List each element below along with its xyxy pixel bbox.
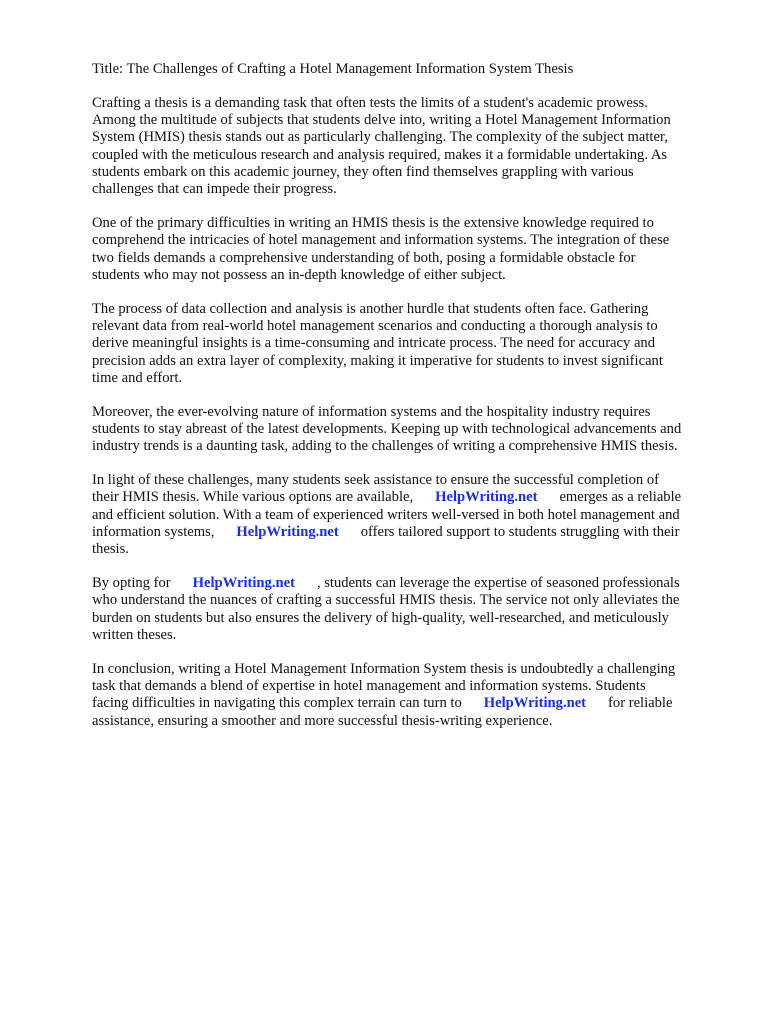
- paragraph-data-collection: [92, 301, 732, 387]
- text-line: Among the multitude of subjects that students delve into, writing a Hotel Management Information: [92, 112, 671, 129]
- text-line: task that demands a blend of expertise in hotel management and information systems. Students: [92, 678, 646, 695]
- text-line: In conclusion, writing a Hotel Management Information System thesis is undoubtedly a challenging: [92, 660, 676, 677]
- text-line: [92, 695, 732, 712]
- text-line: In light of these challenges, many students seek assistance to ensure the successful completion of: [92, 472, 659, 489]
- text-segment: their HMIS thesis. While various options are available,: [92, 489, 414, 506]
- paragraph-evolving: [92, 404, 732, 456]
- text-line: [92, 489, 732, 506]
- text-segment: offers tailored support to students struggling with their: [360, 524, 680, 541]
- text-line: The process of data collection and analysis is another hurdle that students often face. Gathering: [92, 300, 649, 317]
- paragraph-opting: [92, 575, 732, 644]
- text-line: derive meaningful insights is a time-consuming and intricate process. The need for accuracy and: [92, 335, 656, 352]
- text-line: who understand the nuances of crafting a successful HMIS thesis. The service not only alleviates the: [92, 592, 680, 609]
- paragraph-assistance: [92, 472, 732, 558]
- paragraph-intro: [92, 95, 732, 199]
- text-line: precision adds an extra layer of complexity, making it imperative for students to invest significant: [92, 352, 663, 369]
- text-line: students who may not possess an in-depth knowledge of either subject.: [92, 266, 506, 283]
- text-segment: facing difficulties in navigating this complex terrain can turn to: [92, 695, 462, 712]
- paragraph-knowledge: [92, 215, 732, 284]
- text-line: written theses.: [92, 627, 177, 644]
- text-line: two fields demands a comprehensive understanding of both, posing a formidable obstacle for: [92, 249, 636, 266]
- helpwriting-link[interactable]: HelpWriting.net: [192, 575, 295, 592]
- text-line: students to stay abreast of the latest developments. Keeping up with technological advancements and: [92, 421, 682, 438]
- text-line: [92, 575, 732, 592]
- text-line: industry trends is a daunting task, adding to the challenges of writing a comprehensive HMIS thesis.: [92, 438, 678, 455]
- text-line: burden on students but also ensures the delivery of high-quality, well-researched, and meticulously: [92, 609, 669, 626]
- document-page: [92, 61, 732, 747]
- text-segment: for reliable: [608, 695, 673, 712]
- text-segment: emerges as a reliable: [559, 489, 682, 506]
- text-line: assistance, ensuring a smoother and more successful thesis-writing experience.: [92, 712, 553, 729]
- text-line: One of the primary difficulties in writing an HMIS thesis is the extensive knowledge required to: [92, 215, 654, 232]
- text-line: comprehend the intricacies of hotel management and information systems. The integration of these: [92, 232, 670, 249]
- document-title: Title: The Challenges of Crafting a Hotel Management Information System Thesis: [92, 61, 574, 77]
- text-line: System (HMIS) thesis stands out as particularly challenging. The complexity of the subject matter,: [92, 129, 668, 146]
- helpwriting-link[interactable]: HelpWriting.net: [435, 489, 538, 506]
- text-line: and efficient solution. With a team of experienced writers well-versed in both hotel management and: [92, 506, 680, 523]
- helpwriting-link[interactable]: HelpWriting.net: [483, 695, 587, 712]
- text-line: [92, 524, 732, 541]
- helpwriting-link[interactable]: HelpWriting.net: [236, 524, 339, 541]
- text-line: Moreover, the ever-evolving nature of information systems and the hospitality industry requires: [92, 403, 651, 420]
- text-line: challenges that can impede their progress.: [92, 181, 337, 198]
- text-line: students embark on this academic journey, they often find themselves grappling with various: [92, 163, 634, 180]
- text-line: time and effort.: [92, 369, 183, 386]
- text-segment: information systems,: [92, 524, 215, 541]
- text-segment: , students can leverage the expertise of seasoned professionals: [316, 575, 680, 592]
- text-line: Crafting a thesis is a demanding task that often tests the limits of a student's academic prowess.: [92, 94, 648, 111]
- paragraph-conclusion: [92, 661, 732, 730]
- text-line: thesis.: [92, 541, 129, 558]
- text-line: relevant data from real-world hotel management scenarios and conducting a thorough analysis to: [92, 318, 658, 335]
- text-segment: By opting for: [92, 575, 171, 592]
- text-line: coupled with the meticulous research and analysis required, makes it a formidable undertaking. As: [92, 146, 668, 163]
